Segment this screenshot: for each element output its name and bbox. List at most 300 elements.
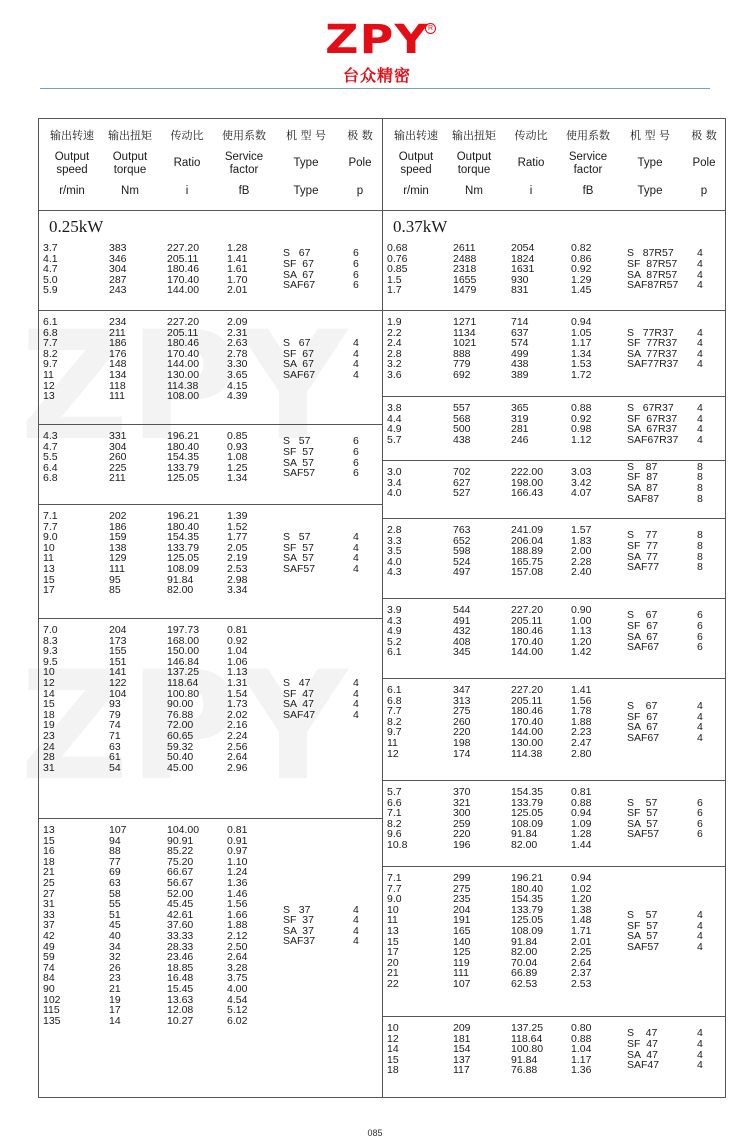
- table-cell: 144.00: [511, 646, 544, 659]
- table-cell: 23: [109, 972, 121, 985]
- table-cell: 15: [43, 573, 55, 586]
- table-cell: 133.79: [511, 903, 544, 916]
- table-row: [39, 657, 382, 667]
- header-en-4: [275, 157, 337, 170]
- table-cell: 10: [43, 666, 55, 679]
- table-cell: 9.0: [43, 531, 58, 544]
- table-cell: 31: [43, 898, 55, 911]
- table-cell: 91.84: [167, 573, 194, 586]
- header-en-3: [559, 151, 617, 177]
- table-cell: 28.33: [167, 940, 194, 953]
- table-cell: 196.21: [511, 872, 544, 884]
- type-label: S 57: [283, 435, 311, 448]
- table-row: [39, 825, 382, 835]
- table-cell: 524: [453, 555, 471, 568]
- type-label: SA 37: [283, 924, 314, 937]
- power-title: 0.25kW: [49, 217, 104, 236]
- table-cell: 1.24: [227, 866, 248, 879]
- type-label: SAF57: [627, 828, 660, 841]
- table-cell: 2.8: [387, 524, 402, 536]
- header-unit-5: p: [356, 185, 364, 197]
- table-row: [39, 317, 382, 327]
- table-cell: 196: [453, 839, 471, 851]
- table-cell: 10: [387, 903, 399, 916]
- table-cell: 10.8: [387, 839, 408, 851]
- table-cell: 23: [43, 730, 55, 742]
- header-cn-1: 输出扭矩: [452, 129, 496, 142]
- power-title: 0.37kW: [393, 217, 448, 236]
- type-label: S 77R37: [627, 326, 674, 339]
- type-label: SF 67: [283, 257, 314, 270]
- table-cell: 4.00: [227, 983, 248, 995]
- table-cell: 0.94: [571, 872, 592, 884]
- table-cell: 186: [109, 520, 127, 533]
- table-cell: 91.84: [511, 1053, 538, 1066]
- table-cell: 202: [109, 510, 127, 522]
- table-section: [383, 867, 726, 1017]
- type-label: SF 87R57: [627, 257, 678, 270]
- header-unit-0: r/min: [403, 185, 429, 197]
- table-cell: 1.9: [387, 316, 402, 328]
- table-row: [39, 452, 382, 462]
- table-cell: 1.04: [227, 645, 248, 658]
- table-cell: 1.34: [227, 472, 248, 485]
- table-cell: 2.24: [227, 730, 248, 742]
- pole-value: 6: [697, 630, 703, 643]
- pole-value: 4: [697, 1027, 703, 1040]
- table-cell: 6.02: [227, 1014, 248, 1027]
- table-cell: 1.05: [571, 326, 592, 339]
- pole-value: 6: [353, 467, 359, 480]
- table-cell: 141: [109, 666, 127, 679]
- table-cell: 146.84: [167, 655, 200, 668]
- table-cell: 3.42: [571, 476, 592, 489]
- type-label: S 57: [627, 909, 658, 922]
- table-cell: 23.46: [167, 951, 194, 964]
- table-row: [383, 915, 726, 925]
- table-cell: 63: [109, 877, 121, 889]
- table-cell: 243: [109, 284, 127, 297]
- type-label: SA 77R37: [627, 347, 678, 360]
- table-cell: 1.41: [571, 684, 592, 696]
- table-row: [39, 731, 382, 741]
- type-label: SF 57: [627, 919, 658, 932]
- table-cell: 3.28: [227, 961, 248, 974]
- table-cell: 7.1: [387, 872, 402, 884]
- table-cell: 260: [109, 451, 127, 464]
- table-cell: 150.00: [167, 645, 200, 658]
- table-cell: 241.09: [511, 524, 544, 536]
- pole-value: 4: [353, 369, 359, 381]
- type-label: SAF67: [627, 731, 660, 744]
- table-cell: 13: [43, 390, 55, 403]
- table-section: [39, 211, 382, 311]
- table-cell: 6.1: [43, 316, 58, 328]
- table-row: [39, 275, 382, 285]
- table-cell: 133.79: [511, 796, 544, 809]
- table-cell: 1.41: [227, 252, 248, 265]
- table-row: [39, 752, 382, 762]
- table-cell: 181: [453, 1032, 471, 1045]
- table-cell: 2.09: [227, 316, 248, 328]
- table-cell: 1.71: [571, 925, 592, 937]
- table-row: [39, 667, 382, 677]
- table-cell: 0.81: [571, 786, 592, 798]
- table-row: [383, 536, 726, 546]
- table-cell: 3.9: [387, 604, 402, 616]
- table-cell: 275: [453, 705, 471, 718]
- table-cell: 331: [109, 430, 127, 442]
- header-en-5: [683, 157, 725, 170]
- table-cell: 2.96: [227, 761, 248, 774]
- table-cell: 1.36: [571, 1064, 592, 1077]
- type-label: SAF47: [283, 708, 316, 721]
- table-row: [39, 678, 382, 688]
- table-row: [383, 637, 726, 647]
- header-en-line: Output: [54, 151, 90, 163]
- type-label: SA 47: [627, 1048, 658, 1061]
- table-cell: 66.67: [167, 866, 194, 879]
- table-cell: 6.1: [387, 646, 402, 659]
- type-label: SA 57: [627, 817, 658, 830]
- table-row: [39, 359, 382, 369]
- table-row: [39, 532, 382, 542]
- table-cell: 227.20: [511, 604, 544, 616]
- table-cell: 0.80: [571, 1022, 592, 1034]
- table-cell: 37: [43, 919, 55, 932]
- header-unit-0: r/min: [59, 185, 85, 197]
- header-en-line: Output: [112, 151, 148, 163]
- type-label: SA 87R57: [627, 268, 678, 281]
- table-cell: 133.79: [167, 461, 200, 474]
- pole-value: 4: [697, 940, 703, 953]
- pole-value: 4: [697, 731, 703, 744]
- table-cell: 60.65: [167, 730, 194, 742]
- table-cell: 198: [453, 737, 471, 749]
- table-cell: 196.21: [167, 510, 200, 522]
- table-cell: 527: [453, 487, 471, 500]
- table-cell: 2.01: [571, 935, 592, 948]
- pole-value: 8: [697, 471, 703, 484]
- table-cell: 90: [43, 983, 55, 995]
- table-cell: 1271: [453, 316, 477, 328]
- pole-value: 4: [697, 268, 703, 281]
- table-row: [39, 889, 382, 899]
- table-cell: 12: [43, 677, 55, 689]
- table-row: [383, 894, 726, 904]
- table-cell: 0.86: [571, 252, 592, 265]
- type-label: S 57: [283, 531, 311, 544]
- table-cell: 2.53: [571, 978, 592, 990]
- table-row: [383, 605, 726, 615]
- table-cell: 2.63: [227, 337, 248, 350]
- table-cell: 59.32: [167, 740, 194, 753]
- table-row: [39, 511, 382, 521]
- header-en-line: Service: [568, 151, 608, 163]
- header-en-line: Pole: [348, 157, 372, 169]
- table-cell: 227.20: [167, 242, 200, 254]
- table-row: [383, 873, 726, 883]
- table-cell: 345: [453, 646, 471, 659]
- table-cell: 2.4: [387, 337, 402, 350]
- table-cell: 4.1: [43, 252, 58, 265]
- table-cell: 4.39: [227, 390, 248, 403]
- type-label: SF 37: [283, 914, 314, 927]
- type-label: SAF77R37: [627, 358, 679, 371]
- table-row: [383, 905, 726, 915]
- table-cell: 1.78: [571, 705, 592, 718]
- table-cell: 13: [387, 925, 399, 937]
- table-cell: 2.64: [227, 951, 248, 964]
- header-cn-3: 使用系数: [222, 129, 266, 142]
- table-cell: 10: [43, 541, 55, 554]
- table-cell: 227.20: [167, 316, 200, 328]
- type-label: SAF57: [283, 563, 316, 575]
- pole-value: 4: [353, 914, 359, 927]
- table-cell: 1.72: [571, 369, 592, 381]
- table-cell: 300: [453, 807, 471, 820]
- type-label: SA 67: [627, 721, 658, 734]
- table-cell: 8.3: [43, 634, 58, 647]
- header-unit-5: p: [700, 185, 708, 197]
- table-cell: 108.09: [511, 925, 544, 937]
- table-cell: 211: [109, 326, 126, 339]
- table-row: [383, 968, 726, 978]
- table-cell: 9.6: [387, 828, 402, 841]
- table-row: [383, 937, 726, 947]
- table-row: [383, 926, 726, 936]
- table-cell: 154: [453, 1043, 471, 1056]
- table-cell: 137.25: [167, 666, 200, 679]
- table-row: [39, 984, 382, 994]
- table-cell: 2.16: [227, 719, 248, 732]
- table-cell: 196.21: [167, 430, 200, 442]
- pole-value: 8: [697, 539, 703, 552]
- table-row: [383, 1055, 726, 1065]
- table-cell: 3.8: [387, 402, 402, 414]
- type-label: SF 77R37: [627, 337, 678, 350]
- pole-value: 4: [697, 721, 703, 734]
- table-cell: 1.13: [571, 625, 592, 638]
- table-cell: 287: [109, 273, 127, 286]
- pole-value: 8: [697, 550, 703, 563]
- table-cell: 4.9: [387, 625, 402, 638]
- table-cell: 1.20: [571, 635, 592, 648]
- table-row: [383, 243, 726, 253]
- table-row: [39, 625, 382, 635]
- table-cell: 0.82: [571, 242, 592, 254]
- table-cell: 91.84: [511, 935, 538, 948]
- table-cell: 4.07: [571, 487, 592, 500]
- table-cell: 13: [43, 824, 55, 836]
- table-cell: 154.35: [511, 786, 544, 798]
- header-unit-2: i: [185, 185, 189, 197]
- table-row: [383, 727, 726, 737]
- table-cell: 3.6: [387, 369, 402, 381]
- table-cell: 21: [109, 983, 121, 995]
- table-cell: 19: [109, 993, 121, 1006]
- table-cell: 170.40: [511, 715, 544, 728]
- table-cell: 71: [109, 730, 121, 742]
- table-cell: 144.00: [167, 358, 200, 371]
- table-left-column: [39, 119, 382, 1097]
- table-cell: 62.53: [511, 978, 538, 990]
- table-cell: 14: [43, 687, 55, 700]
- table-cell: 205.11: [167, 252, 199, 265]
- table-row: [39, 867, 382, 877]
- table-row: [383, 616, 726, 626]
- table-cell: 118.64: [511, 1032, 543, 1045]
- table-cell: 1.39: [227, 510, 248, 522]
- table-cell: 568: [453, 412, 471, 425]
- table-cell: 11: [43, 369, 54, 381]
- table-cell: 76.88: [511, 1064, 538, 1077]
- table-cell: 2.98: [227, 573, 248, 586]
- table-cell: 82.00: [167, 584, 194, 597]
- table-cell: 3.30: [227, 358, 248, 371]
- table-cell: 714: [511, 316, 529, 328]
- type-label: S 67: [283, 247, 311, 260]
- table-cell: 10.27: [167, 1014, 194, 1027]
- table-cell: 4.3: [43, 430, 58, 442]
- table-cell: 491: [453, 614, 471, 627]
- header-en-line: factor: [573, 164, 603, 176]
- table-cell: 235: [453, 893, 471, 906]
- table-row: [39, 995, 382, 1005]
- table-row: [39, 899, 382, 909]
- header-en-4: [619, 157, 681, 170]
- table-row: [383, 685, 726, 695]
- table-row: [383, 557, 726, 567]
- table-cell: 1631: [511, 263, 535, 276]
- table-cell: 85: [109, 584, 121, 597]
- table-cell: 2.56: [227, 740, 248, 753]
- table-cell: 49: [43, 940, 55, 953]
- table-cell: 11: [387, 737, 398, 749]
- type-label: SA 67: [283, 268, 314, 281]
- table-row: [39, 285, 382, 295]
- table-cell: 157.08: [511, 566, 544, 579]
- table-row: [383, 467, 726, 477]
- table-cell: 155: [109, 645, 127, 658]
- table-cell: 9.5: [43, 655, 58, 668]
- table-cell: 10: [387, 1022, 399, 1034]
- pole-value: 6: [697, 641, 703, 654]
- table-row: [39, 846, 382, 856]
- header-cn-0: 输出转速: [394, 129, 438, 142]
- pole-value: 4: [697, 402, 703, 414]
- table-cell: 90.91: [167, 834, 194, 847]
- table-cell: 204: [453, 903, 471, 916]
- table-cell: 1.25: [227, 461, 248, 474]
- table-cell: 4.0: [387, 555, 402, 568]
- table-cell: 17: [109, 1004, 121, 1017]
- header-en-0: [387, 151, 445, 177]
- table-cell: 497: [453, 566, 471, 579]
- table-cell: 2318: [453, 263, 477, 276]
- pole-value: 4: [353, 563, 359, 575]
- table-row: [383, 979, 726, 989]
- pole-value: 6: [353, 268, 359, 281]
- table-cell: 1.28: [227, 242, 248, 254]
- table-cell: 0.88: [571, 1032, 592, 1045]
- pole-value: 4: [353, 677, 359, 689]
- table-cell: 66.89: [511, 967, 538, 980]
- table-cell: 3.34: [227, 584, 248, 597]
- table-cell: 90.00: [167, 698, 194, 711]
- pole-value: 4: [353, 552, 359, 565]
- spec-table: [38, 118, 726, 1098]
- table-cell: 151: [109, 655, 127, 668]
- table-row: [383, 567, 726, 577]
- table-cell: 45.00: [167, 761, 194, 774]
- table-cell: 1.00: [571, 614, 592, 627]
- table-cell: 159: [109, 531, 127, 544]
- table-cell: 1.88: [571, 715, 592, 728]
- table-cell: 0.76: [387, 252, 408, 265]
- table-cell: 3.0: [387, 466, 402, 478]
- table-cell: 33.33: [167, 930, 194, 942]
- table-cell: 13.63: [167, 993, 194, 1006]
- table-cell: 1134: [453, 326, 476, 339]
- type-label: S 87: [627, 460, 658, 473]
- table-cell: 7.7: [387, 705, 402, 718]
- table-cell: 2.8: [387, 347, 402, 360]
- table-cell: 206.04: [511, 534, 544, 547]
- table-cell: 77: [109, 855, 121, 868]
- table-cell: 321: [453, 796, 471, 809]
- table-cell: 191: [453, 914, 471, 927]
- table-cell: 2.05: [227, 541, 248, 554]
- table-cell: 9.7: [387, 726, 402, 739]
- table-row: [39, 920, 382, 930]
- type-label: SAF87: [627, 492, 660, 505]
- table-cell: 2054: [511, 242, 535, 254]
- table-cell: 1.88: [227, 919, 248, 932]
- table-cell: 0.92: [227, 634, 248, 647]
- table-cell: 102: [43, 993, 61, 1006]
- table-cell: 3.3: [387, 534, 402, 547]
- table-cell: 2.40: [571, 566, 592, 579]
- table-cell: 1.42: [571, 646, 592, 659]
- pole-value: 4: [353, 337, 359, 350]
- header-en-0: [43, 151, 101, 177]
- table-cell: 50.40: [167, 751, 194, 764]
- pole-value: 4: [697, 930, 703, 943]
- header-en-2: [505, 157, 557, 170]
- pole-value: 4: [697, 433, 703, 446]
- table-cell: 82.00: [511, 946, 538, 959]
- table-cell: 174: [453, 747, 471, 760]
- table-cell: 19: [43, 719, 55, 732]
- table-row: [383, 370, 726, 380]
- table-cell: 763: [453, 524, 471, 536]
- table-row: [39, 942, 382, 952]
- table-section: [383, 397, 726, 461]
- table-row: [39, 442, 382, 452]
- table-cell: 76.88: [167, 708, 194, 721]
- table-cell: 70.04: [511, 956, 538, 969]
- table-cell: 95: [109, 573, 121, 586]
- table-cell: 4.0: [387, 487, 402, 500]
- table-cell: 205.11: [167, 326, 199, 339]
- type-label: SA 57: [283, 456, 314, 469]
- table-cell: 100.80: [511, 1043, 544, 1056]
- table-section: [39, 311, 382, 425]
- column-header: [383, 119, 726, 211]
- table-cell: 2.80: [571, 747, 592, 760]
- table-cell: 33: [43, 908, 55, 921]
